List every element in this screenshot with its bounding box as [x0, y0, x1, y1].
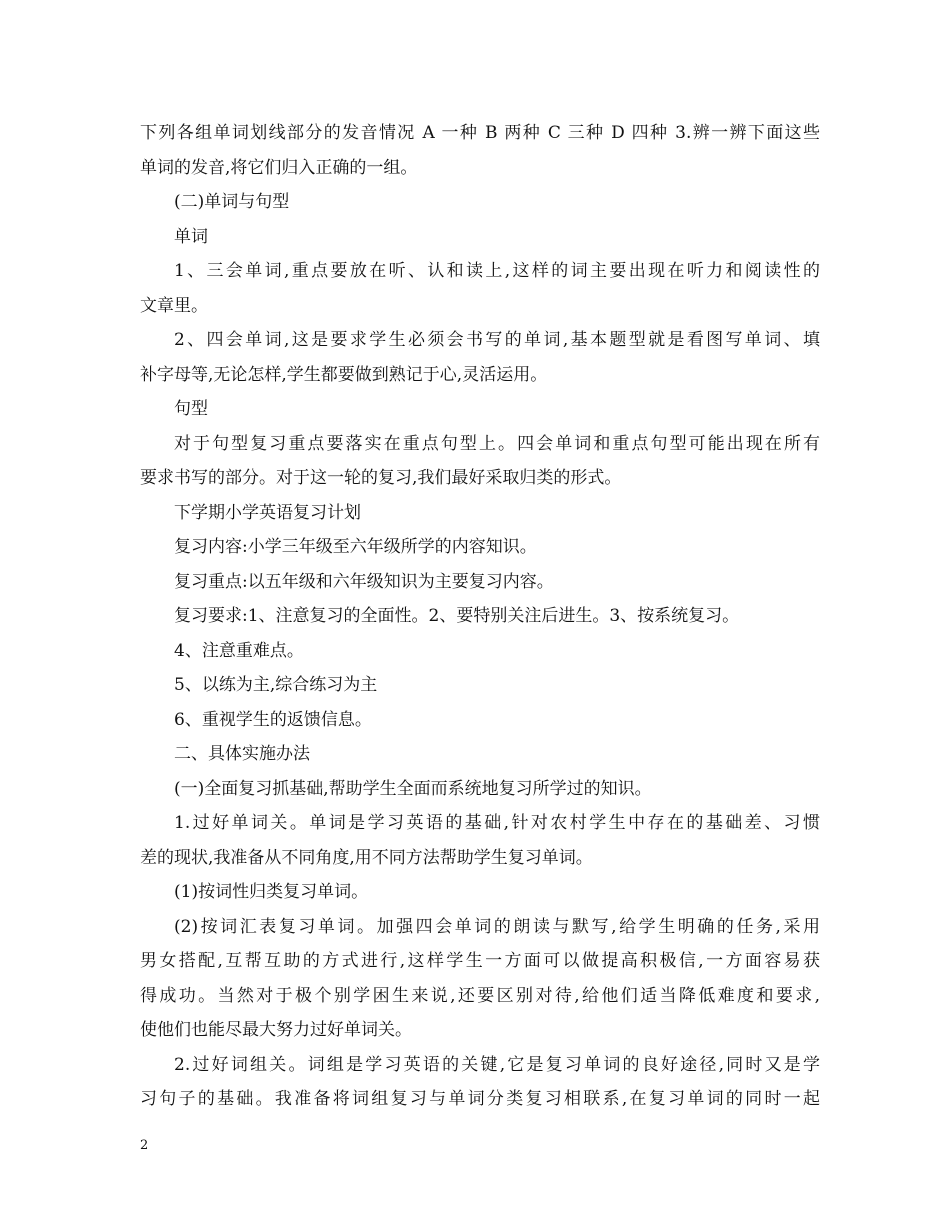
text-line-27: 使他们也能尽最大努力过好单词关。	[140, 1020, 412, 1040]
text-line-17: 5、以练为主,综合练习为主	[174, 675, 378, 695]
text-line-24: (2)按词汇表复习单词。加强四会单词的朗读与默写,给学生明确的任务,采用	[174, 916, 820, 937]
text-line-18: 6、重视学生的返馈信息。	[174, 709, 372, 730]
subheading-sentences: 句型	[174, 399, 208, 419]
text-line-26: 得成功。当然对于极个别学困生来说,还要区别对待,给他们适当降低难度和要求,	[140, 985, 820, 1006]
text-line-29: 习句子的基础。我准备将词组复习与单词分类复习相联系,在复习单词的同时一起	[140, 1089, 820, 1109]
heading-review-plan: 下学期小学英语复习计划	[174, 502, 361, 523]
text-line-28: 2.过好词组关。词组是学习英语的关键,它是复习单词的良好途径,同时又是学	[174, 1054, 820, 1075]
text-line-8: 补字母等,无论怎样,学生都要做到熟记于心,灵活运用。	[140, 364, 548, 385]
text-line-16: 4、注意重难点。	[174, 640, 304, 661]
text-line-5: 1、三会单词,重点要放在听、认和读上,这样的词主要出现在听力和阅读性的	[174, 261, 820, 281]
text-line-1: 下列各组单词划线部分的发音情况 A 一种 B 两种 C 三种 D 四种 3.辨一辨下面这些	[140, 123, 820, 143]
text-line-14: 复习重点:以五年级和六年级知识为主要复习内容。	[174, 571, 554, 592]
section-heading-words-and-sentences: (二)单词与句型	[174, 192, 290, 212]
text-line-13: 复习内容:小学三年级至六年级所学的内容知识。	[174, 537, 537, 557]
text-line-10: 对于句型复习重点要落实在重点句型上。四会单词和重点句型可能出现在所有	[174, 433, 820, 454]
text-line-7: 2、四会单词,这是要求学生必须会书写的单词,基本题型就是看图写单词、填	[174, 330, 820, 350]
heading-implementation: 二、具体实施办法	[174, 744, 310, 764]
text-line-6: 文章里。	[140, 295, 208, 316]
subheading-words: 单词	[174, 226, 208, 247]
text-line-2: 单词的发音,将它们归入正确的一组。	[140, 157, 418, 178]
text-line-20: (一)全面复习抓基础,帮助学生全面而系统地复习所学过的知识。	[174, 778, 652, 799]
text-line-11: 要求书写的部分。对于这一轮的复习,我们最好采取归类的形式。	[140, 468, 622, 488]
text-line-23: (1)按词性归类复习单词。	[174, 882, 369, 902]
page-number: 2	[140, 1138, 149, 1153]
text-line-21: 1.过好单词关。单词是学习英语的基础,针对农村学生中存在的基础差、习惯	[174, 813, 820, 833]
text-line-22: 差的现状,我准备从不同角度,用不同方法帮助学生复习单词。	[140, 847, 593, 868]
text-line-15: 复习要求:1、注意复习的全面性。2、要特别关注后进生。3、按系统复习。	[174, 606, 740, 626]
text-line-25: 男女搭配,互帮互助的方式进行,这样学生一方面可以做提高积极信,一方面容易获	[140, 951, 820, 971]
document-body	[140, 116, 820, 1117]
